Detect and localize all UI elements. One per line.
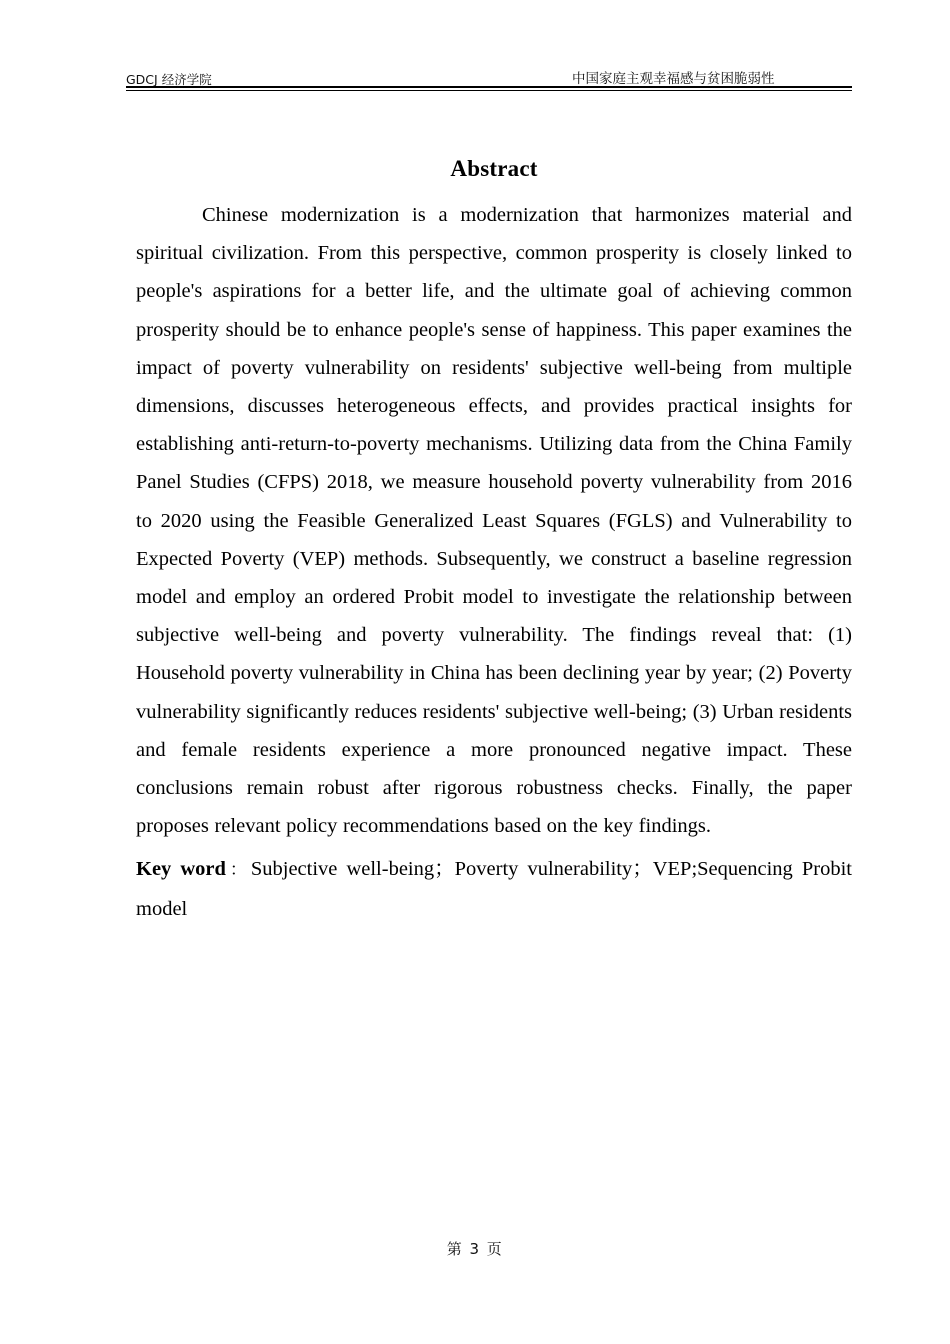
keywords-value: Subjective well-being；Poverty vulnerability；VEP;Sequencing Probit model — [136, 858, 852, 920]
keywords-label: Key word — [136, 858, 226, 881]
running-header-row — [126, 62, 852, 86]
page-number-label: 第 3 页 — [446, 1240, 504, 1258]
keywords-colon: ： — [225, 860, 251, 881]
keywords-line — [136, 850, 852, 927]
header-rule-thin — [126, 90, 852, 91]
abstract-paragraph: Chinese modernization is a modernization that harmonizes material and spiritual civilization. From this perspective, common prosperity is closely linked to people's aspirations for a better life, and the ultimate goal of achieving common prosperity should be to enhance people's sense of happiness. This paper examines the impact of poverty vulnerability on residents' subjective well-being from multiple dimensions, discusses heterogeneous effects, and provides practical insights for establishing anti-return-to-poverty mechanisms. Utilizing data from the China Family Panel Studies (CFPS) 2018, we measure household poverty vulnerability from 2016 to 2020 using the Feasible Generalized Least Squares (FGLS) and Vulnerability to Expected Poverty (VEP) methods. Subsequently, we construct a baseline regression model and employ an ordered Probit model to investigate the relationship between subjective well-being and poverty vulnerability. The findings reveal that: (1) Household poverty vulnerability in China has been declining year by year; (2) Poverty vulnerability significantly reduces residents' subjective well-being; (3) Urban residents and female residents experience a more pronounced negative impact. These conclusions remain robust after rigorous robustness checks. Finally, the paper proposes relevant policy recommendations based on the key findings. — [136, 204, 852, 838]
page-footer — [0, 1238, 950, 1259]
header-right-text: 中国家庭主观幸福感与贫困脆弱性 — [572, 70, 775, 87]
page-title: Abstract — [450, 156, 538, 181]
header-rule-thick — [126, 86, 852, 88]
header-left-text: GDCJ 经济学院 — [126, 71, 212, 87]
page-content — [136, 150, 852, 928]
